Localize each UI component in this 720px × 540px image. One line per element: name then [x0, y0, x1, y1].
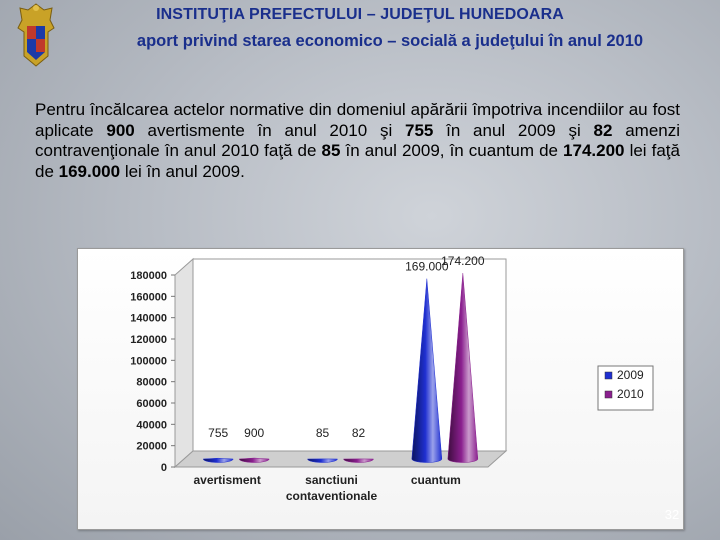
legend-label: 2010 — [617, 387, 644, 401]
y-tick-label: 180000 — [130, 270, 167, 282]
paragraph-text: avertismente în anul 2010 şi — [134, 120, 405, 140]
paragraph-value: 174.200 — [563, 141, 625, 160]
legend-swatch — [605, 391, 612, 398]
y-tick-label: 160000 — [130, 291, 167, 304]
data-label: 900 — [244, 426, 265, 440]
y-tick-label: 40000 — [136, 419, 167, 432]
data-label: 755 — [208, 426, 229, 440]
legend-swatch — [605, 372, 612, 379]
chart-side-wall — [175, 259, 193, 467]
page-subtitle: aport privind starea economico – socială a judeţului în anul 2010 — [136, 32, 644, 50]
paragraph-value: 82 — [593, 120, 613, 140]
y-tick-label: 80000 — [136, 376, 167, 389]
data-label: 174.200 — [441, 254, 485, 269]
paragraph-text: în anul 2009 şi — [433, 120, 594, 140]
y-tick-label: 120000 — [130, 334, 167, 346]
paragraph-text: lei în anul 2009. — [120, 161, 245, 181]
paragraph-text: amenzi contravenţionale în anul 2010 faţă de — [35, 120, 681, 160]
x-category-label: contaventionale — [285, 489, 378, 503]
x-category-label: avertisment — [193, 473, 261, 487]
summary-paragraph — [35, 100, 680, 182]
cone-chart — [78, 249, 683, 529]
x-category-label: sanctiuni — [305, 473, 358, 487]
data-label: 85 — [315, 426, 330, 440]
y-tick-label: 0 — [160, 462, 167, 474]
chart-frame — [77, 248, 684, 530]
paragraph-value: 755 — [404, 120, 434, 140]
legend-label: 2009 — [617, 368, 644, 382]
y-tick-label: 140000 — [130, 312, 167, 325]
paragraph-value: 900 — [106, 120, 135, 140]
y-tick-label: 100000 — [130, 355, 167, 368]
y-tick-label: 60000 — [136, 398, 167, 410]
paragraph-text: în anul 2009, în cuantum de — [340, 141, 564, 160]
data-label: 82 — [351, 426, 366, 440]
paragraph-value: 169.000 — [58, 161, 121, 181]
page-number: 32 — [664, 507, 680, 522]
paragraph-text: Pentru încălcarea actelor normative din domeniul apărării împotriva incendiilor au fost aplicate — [35, 100, 680, 140]
paragraph-value: 85 — [321, 141, 341, 160]
y-tick-label: 20000 — [136, 440, 167, 453]
x-category-label: cuantum — [410, 473, 461, 487]
paragraph-text: lei faţă de — [35, 141, 680, 181]
data-label: 169.000 — [405, 259, 449, 274]
page-title: INSTITUŢIA PREFECTULUI – JUDEŢUL HUNEDOARA — [156, 6, 564, 23]
